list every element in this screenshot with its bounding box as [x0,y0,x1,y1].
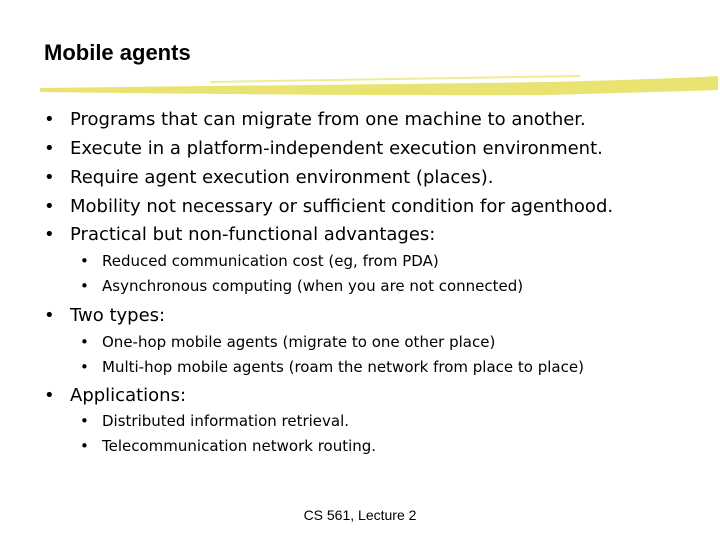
bullet-dot: • [44,385,55,406]
sub-bullet-text: Reduced communication cost (eg, from PDA) [102,252,439,270]
bullet-item [44,305,166,326]
sub-bullet-item [80,333,496,351]
sub-bullet-text: Distributed information retrieval. [102,412,350,430]
sub-bullet-item [80,437,377,455]
bullet-item [44,196,614,217]
bullet-dot: • [80,358,89,376]
bullet-dot: • [80,412,89,430]
sub-bullet-text: Asynchronous computing (when you are not connected) [102,277,524,295]
bullet-item [44,109,586,130]
title-underline-decoration [0,70,720,104]
bullet-dot: • [44,305,55,326]
bullet-text: Execute in a platform-independent execution environment. [70,138,603,159]
bullet-item [44,138,603,159]
sub-bullet-text: One-hop mobile agents (migrate to one other place) [102,333,496,351]
bullet-text: Mobility not necessary or sufficient condition for agenthood. [70,196,614,217]
slide-title: Mobile agents [44,40,191,65]
slide-footer: CS 561, Lecture 2 [303,507,417,523]
bullet-text: Two types: [70,305,166,326]
sub-bullet-item [80,252,439,270]
sub-bullet-text: Multi-hop mobile agents (roam the network from place to place) [102,358,584,376]
bullet-dot: • [44,196,55,217]
bullet-dot: • [44,224,55,245]
bullet-item [44,385,187,406]
sub-bullet-item [80,412,350,430]
bullet-text: Applications: [70,385,187,406]
bullet-dot: • [44,167,55,188]
bullet-dot: • [80,333,89,351]
sub-bullet-text: Telecommunication network routing. [102,437,377,455]
bullet-dot: • [44,109,55,130]
bullet-item [44,224,436,245]
bullet-text: Require agent execution environment (places). [70,167,494,188]
underline-thin-stroke [210,76,580,82]
bullet-text: Practical but non-functional advantages: [70,224,436,245]
bullet-text: Programs that can migrate from one machine to another. [70,109,586,130]
bullet-dot: • [80,252,89,270]
bullet-dot: • [44,138,55,159]
bullet-dot: • [80,437,89,455]
bullet-dot: • [80,277,89,295]
sub-bullet-item [80,358,584,376]
sub-bullet-item [80,277,524,295]
bullet-item [44,167,494,188]
